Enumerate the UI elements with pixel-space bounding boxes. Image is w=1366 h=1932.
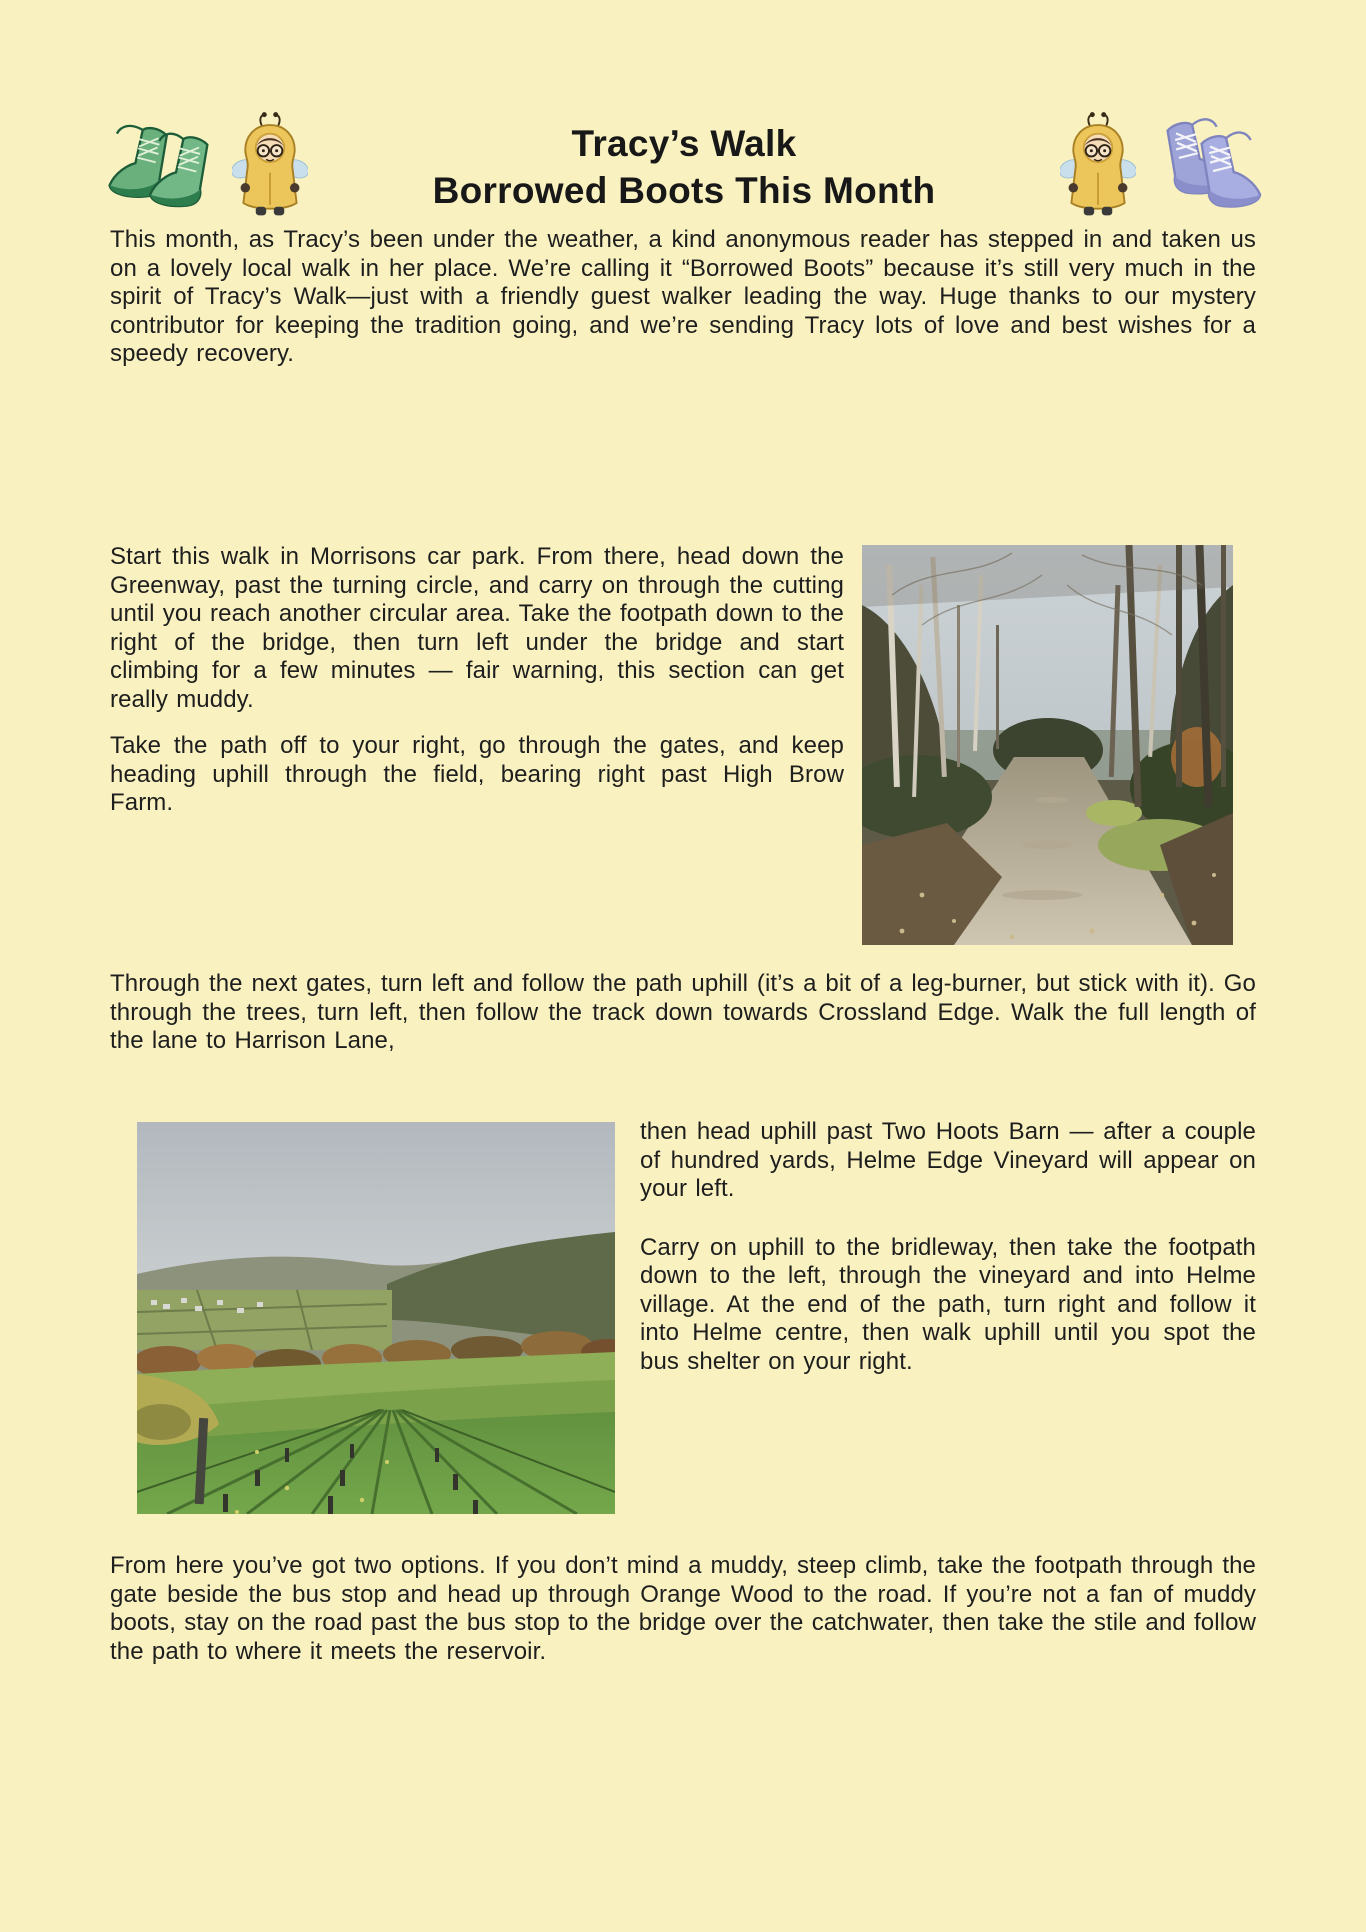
intro-paragraph: This month, as Tracy’s been under the weather, a kind anonymous reader has stepped in and taken us on a lovely local walk in her place. We’re calling it “Borrowed Boots” because it’s still very much in the spirit of Tracy’s Walk—just with a friendly guest walker leading the way. Huge thanks to our mystery contributor for keeping the tradition going, and we’re sending Tracy lots of love and best wishes for a speedy recovery. [110, 226, 1256, 367]
greenway-photo [862, 545, 1233, 945]
start-walk-paragraph: Start this walk in Morrisons car park. From there, head down the Greenway, past the turning circle, and carry on through the cutting until you reach another circular area. Take the footpath down to the right of the bridge, then turn left under the bridge and start climbing for a few minutes — fair warning, this section can get really muddy. [110, 543, 844, 713]
from-here-paragraph: From here you’ve got two options. If you don’t mind a muddy, steep climb, take the footpath through the gate beside the bus stop and head up through Orange Wood to the road. If you’re not a fan of muddy boots, stay on the road past the bus stop to the bridge over the catchwater, then take the stile and follow the path to where it meets the reservoir. [110, 1552, 1256, 1665]
vineyard-photo [137, 1122, 615, 1514]
then-head-paragraph: then head uphill past Two Hoots Barn — after a couple of hundred yards, Helme Edge Vineyard will appear on your left. [640, 1118, 1256, 1202]
green-boots-icon [104, 118, 224, 217]
through-gates-paragraph: Through the next gates, turn left and follow the path uphill (it’s a bit of a leg-burner, but stick with it). Go through the trees, turn left, then follow the track down towards Crossland Edge. Walk the full length of the lane to Harrison Lane, [110, 970, 1256, 1054]
purple-boots-icon [1144, 112, 1262, 223]
vineyard-section [110, 1118, 1256, 1526]
bee-icon [232, 110, 308, 225]
carry-on-paragraph: Carry on uphill to the bridleway, then take the footpath down to the left, through the vineyard and into Helme village. At the end of the path, turn right and follow it into Helme centre, then walk uphill until you spot the bus shelter on your right. [640, 1233, 1256, 1375]
page-header [104, 92, 1262, 242]
intro-section [110, 226, 1256, 369]
page-title [308, 120, 1060, 214]
through-gates-section [110, 970, 1256, 1056]
page-title-line1: Tracy’s Walk [571, 123, 797, 164]
greenway-section [110, 543, 1256, 957]
header-left-icons [104, 110, 308, 225]
options-section [110, 1552, 1256, 1666]
bee-icon [1060, 110, 1136, 225]
header-right-icons [1060, 110, 1262, 225]
take-path-paragraph: Take the path off to your right, go through the gates, and keep heading uphill through the field, bearing right past High Brow Farm. [110, 732, 844, 816]
page-title-line2: Borrowed Boots This Month [432, 170, 936, 211]
